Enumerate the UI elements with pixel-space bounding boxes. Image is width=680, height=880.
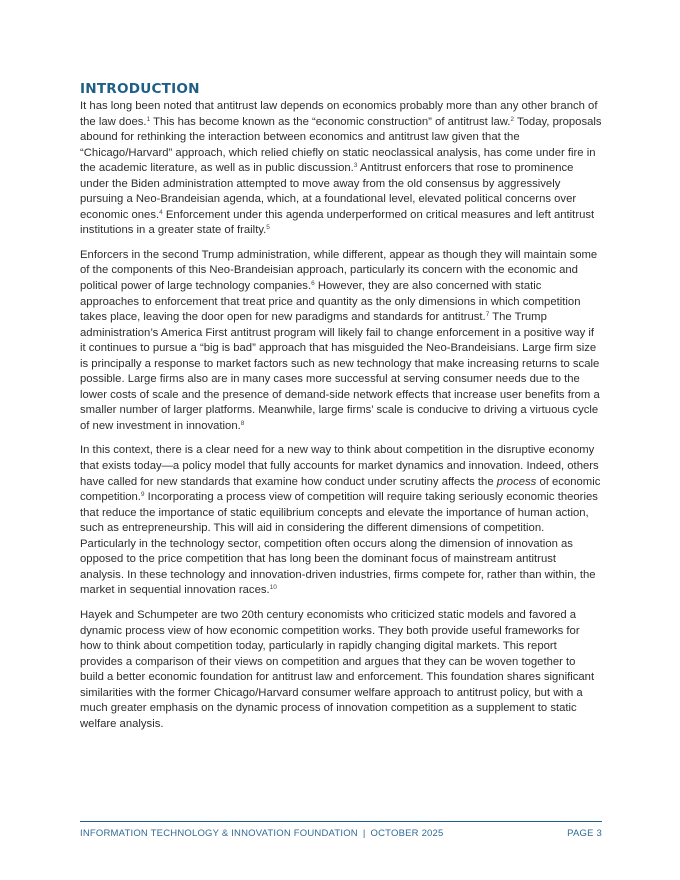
footer-divider xyxy=(80,821,602,822)
footnote-reference[interactable]: 4 xyxy=(159,208,163,216)
footnote-reference[interactable]: 7 xyxy=(485,311,490,319)
body-paragraph xyxy=(80,99,602,239)
document-body xyxy=(80,80,602,741)
paragraph-text: It has long been noted that antitrust law depends on economics probably more than any other branch of the law does. xyxy=(80,100,598,128)
paragraph-text: In this context, there is a clear need for a new way to think about competition in the disruptive economy that exists today—a policy model that fully accounts for market dynamics and innovation. Indeed, others have called for new standards that examine how conduct under scrutiny affects the xyxy=(80,444,599,488)
body-paragraph xyxy=(80,608,602,732)
paragraph-text: However, they are also concerned with static approaches to enforcement that treat price and quantity as the only dimensions in which competition takes place, leaving the door open for new paradigms and standards for antitrust. xyxy=(80,280,581,324)
section-heading: INTRODUCTION xyxy=(80,81,200,97)
footnote-reference[interactable]: 2 xyxy=(510,115,515,123)
page-number: PAGE 3 xyxy=(567,828,602,839)
paragraph-text: This has become known as the “economic construction” of antitrust law. xyxy=(150,115,511,128)
footnote-reference[interactable]: 5 xyxy=(266,224,270,232)
paragraph-text: Antitrust enforcers that rose to prominence under the Biden administration attempted to move away from the old consensus by aggressively pursuing a Neo-Brandeisian agenda, which, at a foundational level, elevated political concerns over economic ones. xyxy=(80,162,577,221)
body-paragraph xyxy=(80,443,602,598)
paragraph-text: Hayek and Schumpeter are two 20th century economists who criticized static models and favored a dynamic process view of how economic competition works. They both provide useful frameworks for how to think about competition today, particularly in rapidly changing digital markets. This report provides a comparison of their views on competition and argues that they can be woven together to build a better economic foundation for antitrust law and enforcement. This foundation shares significant similarities with the former Chicago/Harvard consumer welfare approach to antitrust policy, but with a much greater emphasis on the dynamic process of innovation competition as a supplement to static welfare analysis. xyxy=(80,608,595,730)
paragraph-container xyxy=(80,99,602,732)
footnote-reference[interactable]: 9 xyxy=(140,491,145,499)
footer-left xyxy=(80,828,444,839)
footnote-reference[interactable]: 1 xyxy=(146,115,151,123)
paragraph-text: Enforcement under this agenda underperformed on critical measures and left antitrust institutions in a greater state of frailty. xyxy=(80,208,595,237)
footnote-reference[interactable]: 3 xyxy=(353,162,358,170)
footnote-reference[interactable]: 6 xyxy=(311,280,315,288)
footer-separator: | xyxy=(362,828,366,839)
page-footer xyxy=(80,828,602,839)
footnote-reference[interactable]: 8 xyxy=(240,419,245,427)
footer-date: OCTOBER 2025 xyxy=(370,828,444,839)
paragraph-text: Incorporating a process view of competition will require taking seriously economic theories that reduce the importance of static equilibrium concepts and elevate the importance of human action, such as entrepreneurship. This will aid in considering the different dimensions of competition. Particularly in the technology sector, competition often occurs along the dimension of innovation as opposed to the price competition that has long been the dominant focus of mainstream antitrust analysis. In these technology and innovation-driven industries, firms compete for, rather than within, the market in sequential innovation races. xyxy=(80,491,598,597)
footnote-reference[interactable]: 10 xyxy=(269,584,277,592)
paragraph-text: of economic competition. xyxy=(80,475,601,504)
paragraph-text: Today, proposals abound for rethinking the interaction between economics and antitrust law given that the “Chicago/Harvard” approach, which relied chiefly on static neoclassical analysis, has come under fire in the academic literature, as well as in public discussion. xyxy=(80,115,602,175)
body-paragraph xyxy=(80,248,602,435)
paragraph-text: Enforcers in the second Trump administration, while different, appear as though they will maintain some of the components of this Neo-Brandeisian approach, particularly its concern with the economic and political power of large technology companies. xyxy=(80,248,598,293)
emphasized-text: process xyxy=(496,475,537,488)
paragraph-text: The Trump administration’s America First antitrust program will likely fail to change enforcement in a positive way if it continues to pursue a “big is bad” approach that has misguided the Neo-Brandeisians. Large firm size is principally a response to market factors such as new technology that make increasing returns to scale possible. Large firms also are in many cases more successful at serving consumer needs due to the lower costs of scale and the presence of demand-side network effects that increase user benefits from a smaller number of larger platforms. Meanwhile, large firms’ scale is conducive to driving a virtuous cycle of new investment in innovation. xyxy=(80,311,600,432)
footer-organization: INFORMATION TECHNOLOGY & INNOVATION FOUNDATION xyxy=(80,828,358,839)
